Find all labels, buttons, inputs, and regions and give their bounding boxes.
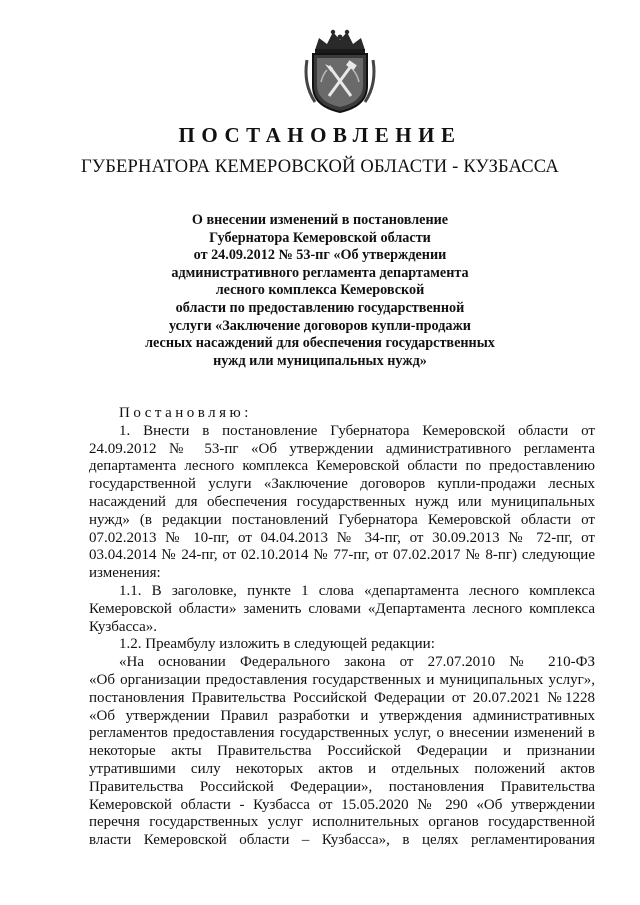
body-line: «На основании Федерального закона от 27.07.2010 № 210-ФЗ (119, 654, 595, 671)
heading-line: Губернатора Кемеровской области (209, 229, 431, 246)
heading-line: лесного комплекса Кемеровской (215, 282, 425, 299)
body-line: 03.04.2014 № 24-пг, от 02.10.2014 № 77-пг, от 07.02.2017 № 8-пг) следующие (89, 547, 595, 564)
heading-line: от 24.09.2012 № 53-пг «Об утверждении (193, 247, 447, 264)
body-line: 07.02.2013 № 10-пг, от 04.04.2013 № 34-пг, от 30.09.2013 № 72-пг, от (89, 529, 595, 546)
body-line: постановления Правительства Российской Федерации от 20.07.2021 №1228 (89, 689, 595, 706)
body-line: 24.09.2012 № 53-пг «Об утверждении административного регламента (89, 440, 595, 457)
body-line: департамента лесного комплекса Кемеровской области по предоставлению (89, 458, 595, 475)
body-line: Кузбасса». (89, 618, 157, 635)
heading-line: административного регламента департамента (171, 264, 469, 281)
body-line: Кемеровской области» заменить словами «Департамента лесного комплекса (89, 600, 595, 617)
body-line: регламентов предоставления государственных услуг, о внесении изменений в (89, 725, 595, 742)
body-line: Кемеровской области - Кузбасса от 15.05.2020 № 290 «Об утверждении (89, 796, 595, 813)
body-line: насаждений для обеспечения государственных нужд или муниципальных (89, 493, 595, 510)
heading-line: лесных насаждений для обеспечения государственных (145, 335, 495, 352)
body-line: 1.1. В заголовке, пункте 1 слова «департамента лесного комплекса (119, 582, 595, 599)
heading-line: услуги «Заключение договоров купли-продажи (169, 317, 471, 334)
document-heading (110, 212, 530, 370)
issuer-title: ГУБЕРНАТОРА КЕМЕРОВСКОЙ ОБЛАСТИ - КУЗБАССА (81, 157, 559, 177)
body-line: нужд» (в редакции постановлений Губернатора Кемеровской области от (89, 511, 595, 528)
body-line: перечня государственных услуг исполнительных органов государственной (89, 814, 595, 831)
body-line: некоторые акты Правительства Российской Федерации и признании (89, 743, 595, 760)
body-line: изменения: (89, 565, 161, 582)
heading-line: области по предоставлению государственной (175, 299, 465, 316)
body-line: «Об утверждении Правил разработки и утверждения административных (89, 707, 595, 724)
body-line: утратившими силу некоторых актов и отдельных положений актов (89, 760, 595, 777)
body-line: 1. Внести в постановление Губернатора Кемеровской области от (119, 422, 595, 439)
body-line: «Об организации предоставления государственных и муниципальных услуг», (89, 671, 595, 688)
body-line: Правительства Российской Федерации», постановления Правительства (89, 778, 595, 795)
heading-line: О внесении изменений в постановление (191, 212, 449, 228)
document-type-title: ПОСТАНОВЛЕНИЕ (178, 123, 462, 147)
document-body (89, 405, 595, 850)
body-line: власти Кемеровской области – Кузбасса», в целях регламентирования (89, 832, 595, 849)
decree-word: Постановляю: (119, 405, 252, 421)
body-line: государственной услуги «Заключение договоров купли-продажи лесных (89, 476, 595, 493)
heading-line: нужд или муниципальных нужд» (213, 352, 427, 369)
body-line: 1.2. Преамбулу изложить в следующей редакции: (119, 636, 435, 653)
coat-of-arms-icon (301, 26, 379, 114)
